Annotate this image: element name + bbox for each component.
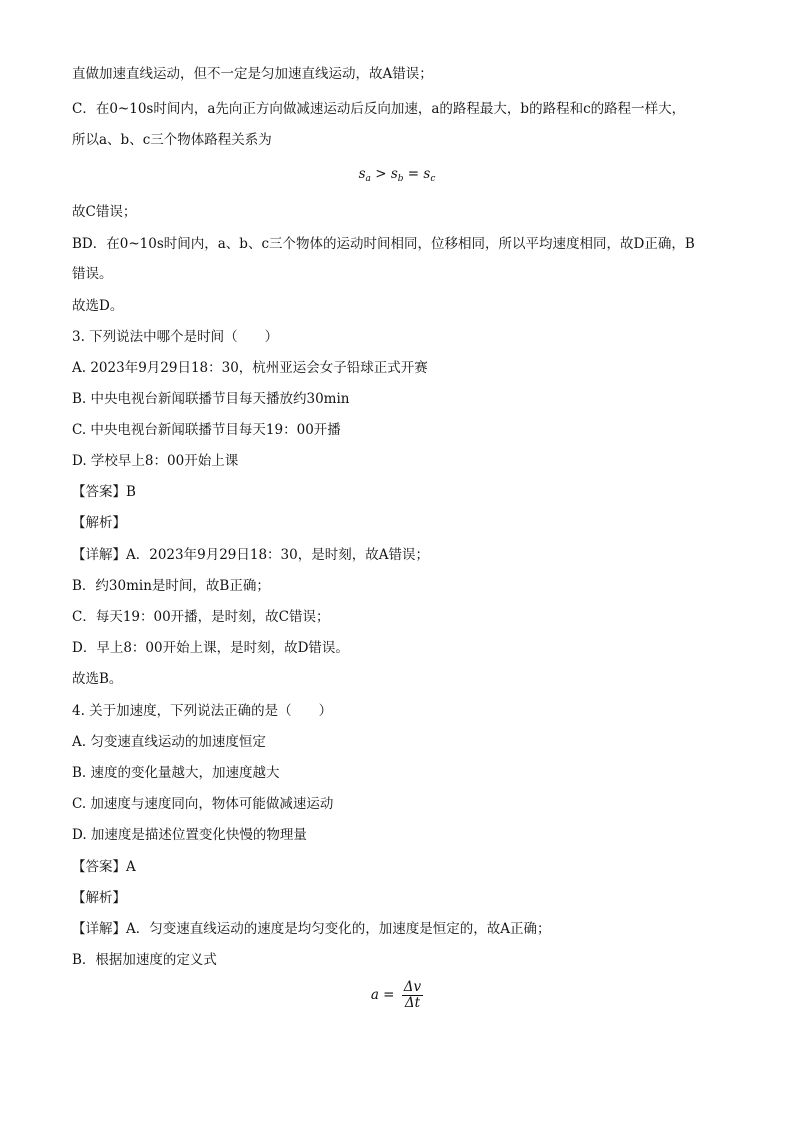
text-line: 直做加速直线运动，但不一定是匀加速直线运动，故A错误； <box>72 66 433 82</box>
question-4-option-c: C. 加速度与速度同向，物体可能做减速运动 <box>72 796 334 812</box>
question-3-stem: 3. 下列说法中哪个是时间（ ） <box>72 329 279 345</box>
question-3-option-c: C. 中央电视台新闻联播节目每天19：00开播 <box>72 422 341 438</box>
text-line: 【详解】A．匀变速直线运动的速度是均匀变化的，加速度是恒定的，故A正确； <box>72 921 551 937</box>
question-3-analysis-heading: 【解析】 <box>72 515 126 531</box>
text-line: BD．在0~10s时间内，a、b、c三个物体的运动时间相同，位移相同，所以平均速度相同，故D正确，B <box>72 236 695 252</box>
text-line: 错误。 <box>72 266 113 282</box>
text-line: D．早上8：00开始上课，是时刻，故D错误。 <box>72 640 349 656</box>
question-4-analysis-heading: 【解析】 <box>72 890 126 906</box>
question-3-answer: 【答案】B <box>72 484 136 500</box>
question-4-option-d: D. 加速度是描述位置变化快慢的物理量 <box>72 827 307 843</box>
text-line: C．在0~10s时间内，a先向正方向做减速运动后反向加速，a的路程最大，b的路程和c的路程一样大， <box>72 101 686 117</box>
text-line: 故选D。 <box>72 298 124 314</box>
text-line: 所以a、b、c三个物体路程关系为 <box>72 132 272 148</box>
text-line: B．根据加速度的定义式 <box>72 952 217 968</box>
text-line: 【详解】A．2023年9月29日18：30，是时刻，故A错误； <box>72 547 429 563</box>
text-line: 故C错误； <box>72 204 137 220</box>
question-3-option-d: D. 学校早上8：00开始上课 <box>72 453 239 469</box>
question-4-option-b: B. 速度的变化量越大，加速度越大 <box>72 765 280 781</box>
question-4-stem: 4. 关于加速度，下列说法正确的是（ ） <box>72 703 333 719</box>
question-3-option-a: A. 2023年9月29日18：30，杭州亚运会女子铅球正式开赛 <box>72 360 428 376</box>
question-3-option-b: B. 中央电视台新闻联播节目每天播放约30min <box>72 391 350 407</box>
acceleration-definition-formula: a = $\frac{\Delta v}{\Delta t}$ <box>370 979 422 1011</box>
text-line: C．每天19：00开播，是时刻，故C错误； <box>72 609 330 625</box>
text-line: B．约30min是时间，故B正确； <box>72 578 270 594</box>
text-line: 故选B。 <box>72 671 123 687</box>
path-relation-formula: $s_a > s_b = s_c$ <box>358 166 436 184</box>
question-4-option-a: A. 匀变速直线运动的加速度恒定 <box>72 734 266 750</box>
question-4-answer: 【答案】A <box>72 859 136 875</box>
